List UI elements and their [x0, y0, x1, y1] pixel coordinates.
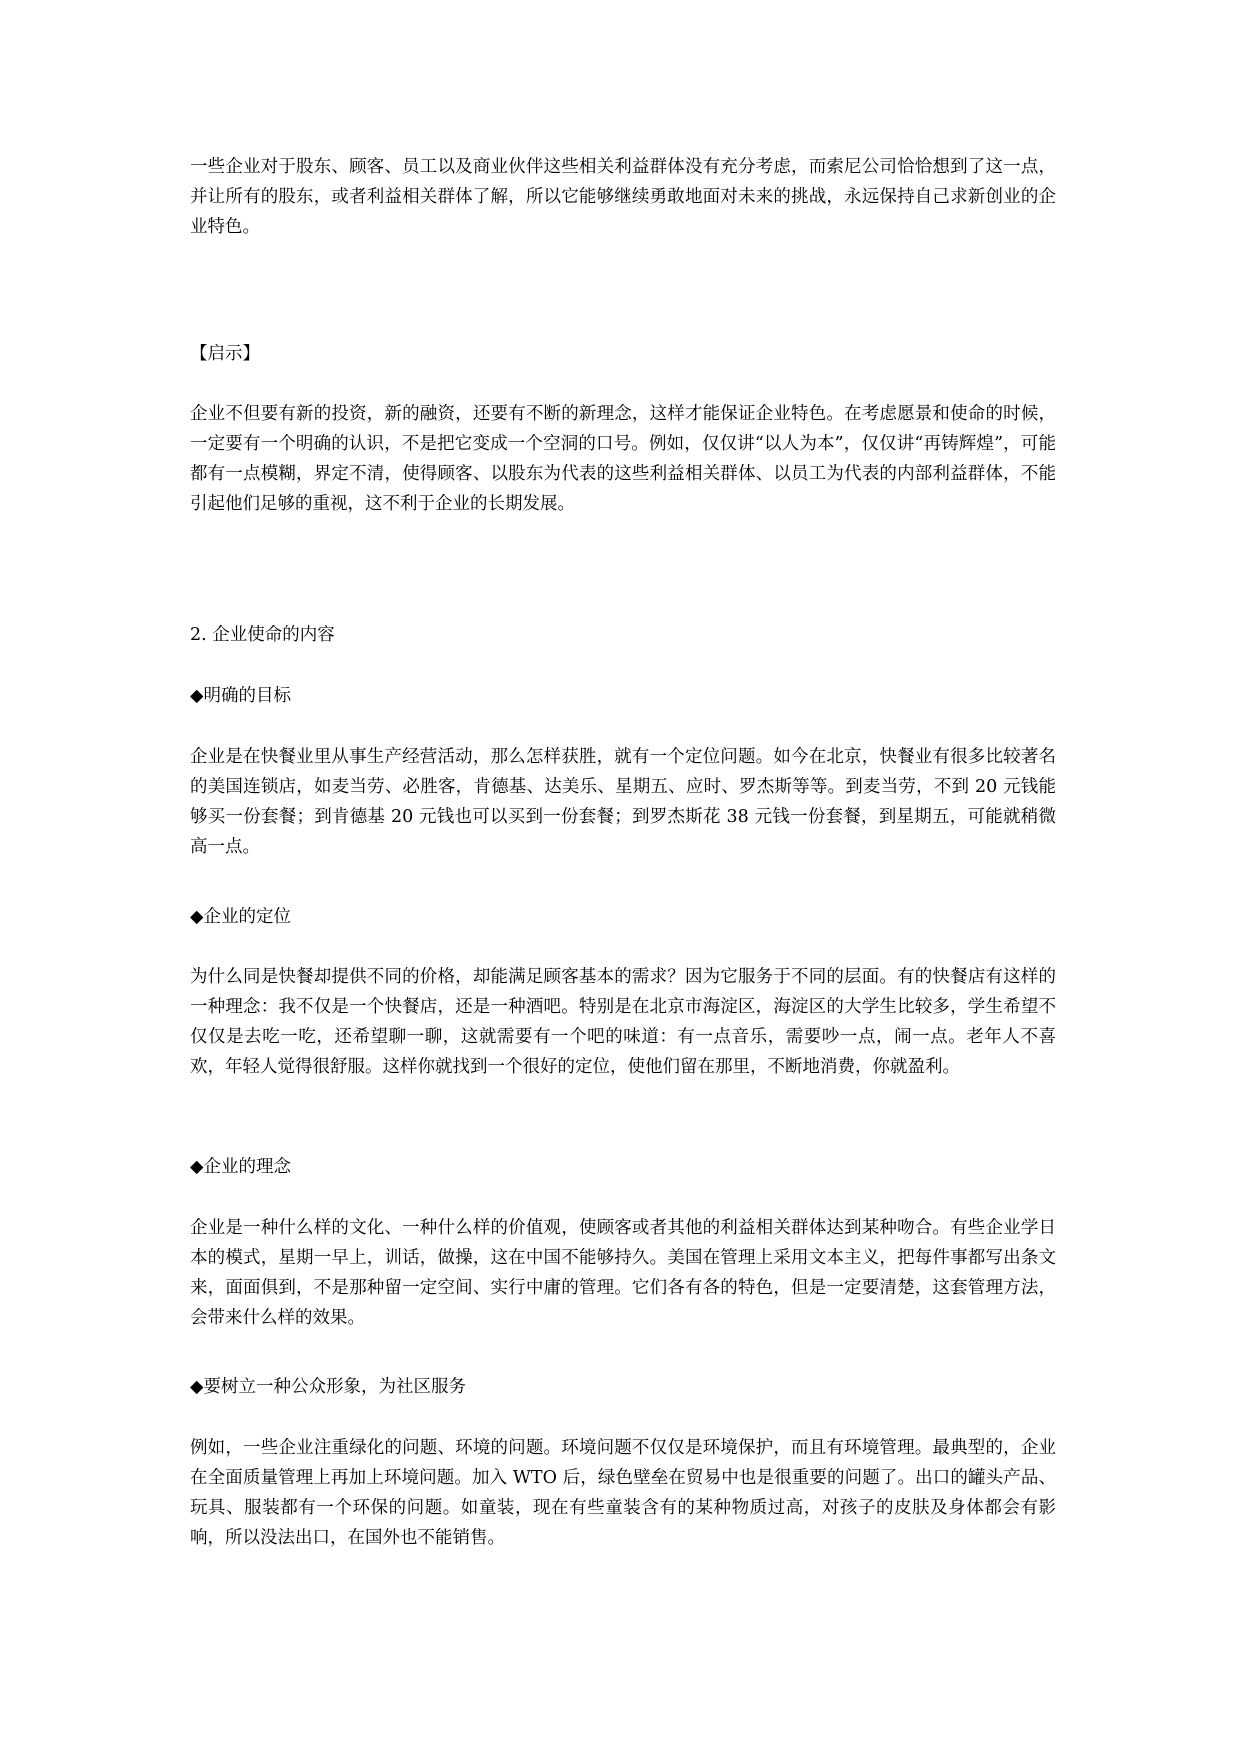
- paragraph-philosophy: 企业是一种什么样的文化、一种什么样的价值观，使顾客或者其他的利益相关群体达到某种吻合。有些企业学日本的模式，星期一早上，训话，做操，这在中国不能够持久。美国在管理上采用文本主义，把每件事都写出条文来，面面俱到，不是那种留一定空间、实行中庸的管理。它们各有各的特色，但是一定要清楚，这套管理方法，会带来什么样的效果。: [190, 1218, 1056, 1328]
- paragraph-insight: 企业不但要有新的投资，新的融资，还要有不断的新理念，这样才能保证企业特色。在考虑愿景和使命的时候，一定要有一个明确的认识，不是把它变成一个空洞的口号。例如，仅仅讲“以人为本”，仅仅讲“再铸辉煌”，可能都有一点模糊，界定不清，使得顾客、以股东为代表的这些利益相关群体、以员工为代表的内部利益群体，不能引起他们足够的重视，这不利于企业的长期发展。: [190, 404, 1056, 514]
- heading-clear-goal: ◆明确的目标: [190, 686, 291, 706]
- heading-philosophy: ◆企业的理念: [190, 1157, 291, 1177]
- heading-insight: 【启示】: [190, 344, 260, 364]
- heading-public-image: ◆要树立一种公众形象，为社区服务: [190, 1377, 466, 1397]
- heading-mission-content: 2. 企业使命的内容: [190, 625, 335, 645]
- paragraph-public-image: 例如，一些企业注重绿化的问题、环境的问题。环境问题不仅仅是环境保护，而且有环境管理。最典型的，企业在全面质量管理上再加上环境问题。加入 WTO 后，绿色壁垒在贸易中也是很重要的问题了。出口的罐头产品、玩具、服装都有一个环保的问题。如童装，现在有些童装含有的某种物质过高，对孩子的皮肤及身体都会有影响，所以没法出口，在国外也不能销售。: [190, 1438, 1056, 1548]
- paragraph-positioning: 为什么同是快餐却提供不同的价格，却能满足顾客基本的需求？因为它服务于不同的层面。有的快餐店有这样的一种理念：我不仅是一个快餐店，还是一种酒吧。特别是在北京市海淀区，海淀区的大学生比较多，学生希望不仅仅是去吃一吃，还希望聊一聊，这就需要有一个吧的味道：有一点音乐，需要吵一点，闹一点。老年人不喜欢，年轻人觉得很舒服。这样你就找到一个很好的定位，使他们留在那里，不断地消费，你就盈利。: [190, 967, 1056, 1077]
- heading-positioning: ◆企业的定位: [190, 907, 291, 927]
- paragraph-sony-stakeholders: 一些企业对于股东、顾客、员工以及商业伙伴这些相关利益群体没有充分考虑，而索尼公司恰恰想到了这一点，并让所有的股东，或者利益相关群体了解，所以它能够继续勇敢地面对未来的挑战，永远保持自己求新创业的企业特色。: [190, 157, 1056, 237]
- paragraph-clear-goal: 企业是在快餐业里从事生产经营活动，那么怎样获胜，就有一个定位问题。如今在北京，快餐业有很多比较著名的美国连锁店，如麦当劳、必胜客，肯德基、达美乐、星期五、应时、罗杰斯等等。到麦当劳，不到 20 元钱能够买一份套餐；到肯德基 20 元钱也可以买到一份套餐；到罗杰斯花 38 元钱一份套餐，到星期五，可能就稍微高一点。: [190, 747, 1056, 857]
